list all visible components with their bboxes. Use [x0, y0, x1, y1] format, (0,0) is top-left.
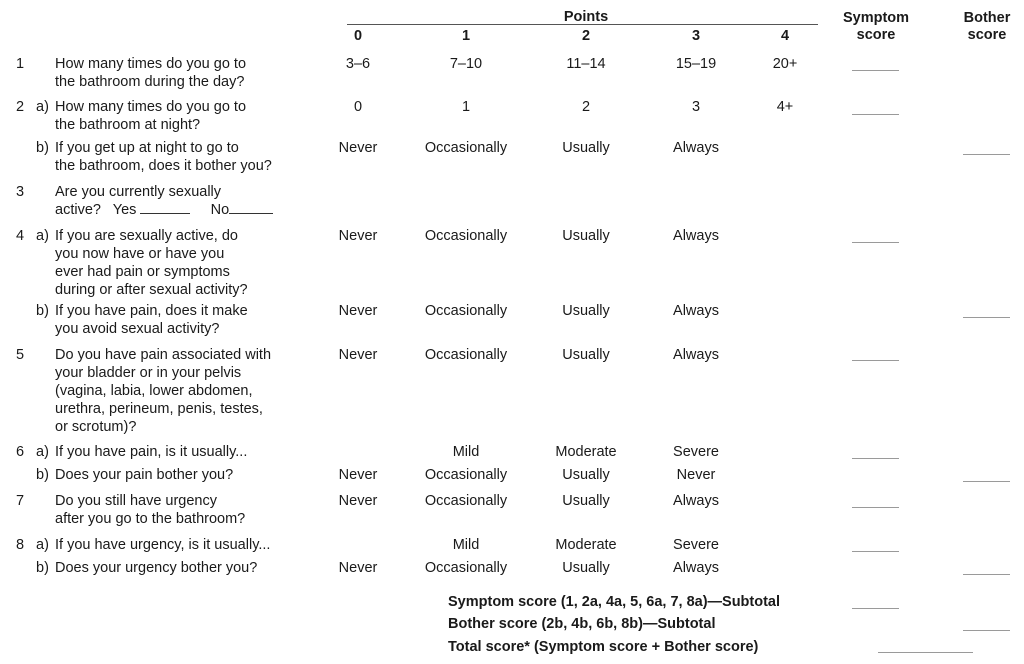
symptom-score-blank[interactable] [852, 242, 899, 243]
question-number: 4 [16, 228, 25, 244]
question-sub-label: b) [36, 140, 49, 156]
question-text: How many times do you go to the bathroom during the day? [55, 56, 247, 90]
yes-label: Yes [112, 202, 137, 218]
option-2[interactable]: Moderate [555, 444, 617, 460]
option-3[interactable]: Severe [673, 444, 719, 460]
question-text-line1: Are you currently sexually [55, 184, 222, 200]
points-column-4: 4 [780, 28, 790, 44]
option-3[interactable]: Severe [673, 537, 719, 553]
symptom-score-header [843, 10, 909, 44]
option-1[interactable]: Mild [452, 537, 480, 553]
option-2[interactable]: Usually [562, 303, 610, 319]
option-2[interactable]: Usually [562, 493, 610, 509]
question-text: How many times do you go to the bathroom at night? [55, 99, 247, 133]
symptom-score-blank[interactable] [852, 114, 899, 115]
question-sub-label: b) [36, 303, 49, 319]
symptom-subtotal-label: Symptom score (1, 2a, 4a, 5, 6a, 7, 8a)—Subtotal [448, 594, 781, 610]
question-sub-label: b) [36, 467, 49, 483]
option-1[interactable]: 1 [461, 99, 471, 115]
option-1[interactable]: Occasionally [424, 467, 508, 483]
symptom-subtotal-blank[interactable] [852, 608, 899, 609]
question-text-prefix: active? [55, 202, 101, 218]
symptom-score-blank[interactable] [852, 551, 899, 552]
bother-score-blank[interactable] [963, 317, 1010, 318]
option-1[interactable]: Occasionally [424, 347, 508, 363]
question-text: If you are sexually active, do you now have or have you ever had pain or symptoms during or after sexual activity? [55, 228, 248, 298]
bother-score-header [964, 10, 1011, 44]
option-1[interactable]: 7–10 [449, 56, 483, 72]
symptom-score-header-line2: score [856, 27, 896, 43]
option-3[interactable]: Always [673, 303, 719, 319]
option-4[interactable]: 20+ [772, 56, 798, 72]
option-0[interactable]: Never [338, 347, 378, 363]
question-number: 7 [16, 493, 25, 509]
option-1[interactable]: Mild [452, 444, 480, 460]
option-0[interactable]: Never [338, 560, 378, 576]
question-number: 1 [16, 56, 25, 72]
question-text: If you have pain, is it usually... [55, 444, 248, 460]
question-number: 3 [16, 184, 25, 200]
bother-score-blank[interactable] [963, 481, 1010, 482]
points-column-1: 1 [461, 28, 471, 44]
no-label: No [210, 202, 230, 218]
symptom-score-blank[interactable] [852, 507, 899, 508]
question-text-line2 [55, 201, 273, 219]
option-2[interactable]: Usually [562, 467, 610, 483]
points-column-2: 2 [581, 28, 591, 44]
option-1[interactable]: Occasionally [424, 228, 508, 244]
option-3[interactable]: Always [673, 140, 719, 156]
question-text: Does your urgency bother you? [55, 560, 258, 576]
points-column-0: 0 [353, 28, 363, 44]
bother-subtotal-blank[interactable] [963, 630, 1010, 631]
option-1[interactable]: Occasionally [424, 560, 508, 576]
option-3[interactable]: Always [673, 228, 719, 244]
points-divider [347, 24, 818, 25]
no-blank[interactable] [229, 201, 273, 214]
question-text: Do you still have urgency after you go to the bathroom? [55, 493, 246, 527]
symptom-score-blank[interactable] [852, 70, 899, 71]
option-3[interactable]: Never [676, 467, 716, 483]
option-2[interactable]: Usually [562, 140, 610, 156]
option-0[interactable]: Never [338, 140, 378, 156]
total-score-label: Total score* (Symptom score + Bother score) [448, 639, 759, 655]
option-3[interactable]: 3 [691, 99, 701, 115]
question-number: 2 [16, 99, 25, 115]
option-1[interactable]: Occasionally [424, 303, 508, 319]
option-3[interactable]: Always [673, 560, 719, 576]
option-0[interactable]: Never [338, 303, 378, 319]
question-text: If you have urgency, is it usually... [55, 537, 271, 553]
question-sub-label: a) [36, 228, 49, 244]
yes-blank[interactable] [140, 201, 190, 214]
bother-subtotal-label: Bother score (2b, 4b, 6b, 8b)—Subtotal [448, 616, 716, 632]
question-text: Do you have pain associated with your bladder or in your pelvis (vagina, labia, lower abdomen, urethra, perineum, penis, testes, or scrotum)? [55, 347, 272, 435]
option-0[interactable]: 0 [353, 99, 363, 115]
question-number: 5 [16, 347, 25, 363]
option-2[interactable]: Usually [562, 228, 610, 244]
option-1[interactable]: Occasionally [424, 140, 508, 156]
question-text: Does your pain bother you? [55, 467, 234, 483]
bother-score-blank[interactable] [963, 154, 1010, 155]
symptom-score-header-line1: Symptom [842, 10, 910, 26]
option-1[interactable]: Occasionally [424, 493, 508, 509]
question-sub-label: b) [36, 560, 49, 576]
option-0[interactable]: 3–6 [345, 56, 371, 72]
option-2[interactable]: Usually [562, 560, 610, 576]
option-0[interactable]: Never [338, 467, 378, 483]
question-text: If you get up at night to go to the bathroom, does it bother you? [55, 140, 272, 174]
question-text: If you have pain, does it make you avoid sexual activity? [55, 303, 248, 337]
option-3[interactable]: 15–19 [675, 56, 717, 72]
bother-score-header-line1: Bother [963, 10, 1011, 26]
symptom-score-blank[interactable] [852, 360, 899, 361]
question-sub-label: a) [36, 99, 49, 115]
option-4[interactable]: 4+ [776, 99, 794, 115]
bother-score-blank[interactable] [963, 574, 1010, 575]
option-0[interactable]: Never [338, 228, 378, 244]
total-score-blank[interactable] [878, 652, 973, 653]
question-number: 6 [16, 444, 25, 460]
question-number: 8 [16, 537, 25, 553]
option-0[interactable]: Never [338, 493, 378, 509]
points-header: Points [563, 9, 609, 25]
option-2[interactable]: 2 [581, 99, 591, 115]
option-2[interactable]: Usually [562, 347, 610, 363]
option-3[interactable]: Always [673, 347, 719, 363]
option-2[interactable]: 11–14 [566, 56, 606, 72]
question-sub-label: a) [36, 537, 49, 553]
question-sub-label: a) [36, 444, 49, 460]
option-3[interactable]: Always [673, 493, 719, 509]
option-2[interactable]: Moderate [555, 537, 617, 553]
symptom-score-blank[interactable] [852, 458, 899, 459]
points-column-3: 3 [691, 28, 701, 44]
bother-score-header-line2: score [967, 27, 1007, 43]
